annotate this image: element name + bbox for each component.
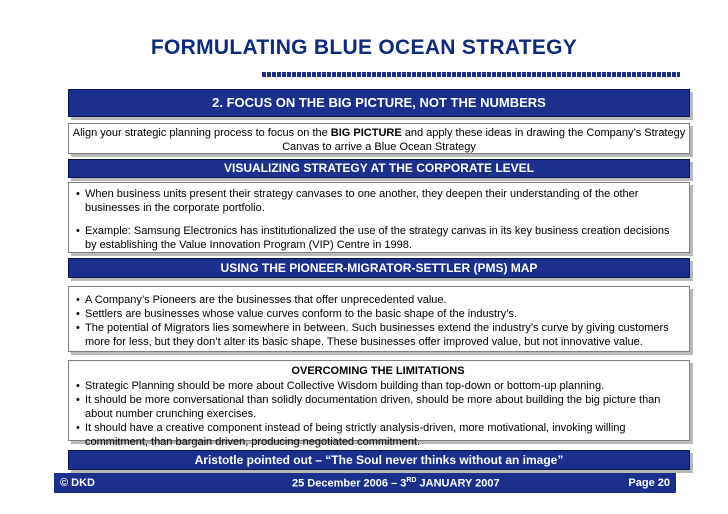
- list-item: • Strategic Planning should be more about Collective Wisdom building than top-down or bottom-up planning.: [73, 379, 683, 393]
- visualizing-box: [68, 182, 690, 253]
- pms-list: [73, 293, 683, 349]
- list-item: • It should have a creative component instead of being strictly analysis-driven, more motivational, invoking willing commitment, than bargain driven, producing negotiated commitment.: [73, 421, 683, 449]
- footer-date-suffix: JANUARY 2007: [416, 477, 500, 490]
- footer-copyright: © DKD: [60, 477, 95, 489]
- pms-heading-bar: [68, 258, 690, 278]
- limitations-heading: OVERCOMING THE LIMITATIONS: [291, 365, 465, 377]
- intro-bold: BIG PICTURE: [330, 127, 402, 139]
- list-item: • A Company’s Pioneers are the businesses that offer unprecedented value.: [73, 293, 683, 307]
- list-item: • It should be more conversational than solidly documentation driven, should be more about building the big picture than about number crunching exercises.: [73, 393, 683, 421]
- page-title: FORMULATING BLUE OCEAN STRATEGY: [150, 36, 578, 59]
- limitations-list: [73, 379, 683, 449]
- visualizing-heading-bar: [68, 159, 690, 178]
- footer-date-sup: RD: [406, 477, 417, 484]
- section-heading-bar: [68, 89, 690, 117]
- list-item: • The potential of Migrators lies somewhere in between. Such businesses extend the industry’s curve by giving customers more for less, but they don’t alter its basic shape. These businesses offer improved value, but not innovative value.: [73, 321, 683, 349]
- footer-date: [292, 477, 500, 490]
- pms-box: [68, 286, 690, 352]
- quote-text: Aristotle pointed out – “The Soul never thinks without an image”: [194, 453, 564, 467]
- title-underline: [262, 72, 680, 77]
- list-item: • Example: Samsung Electronics has institutionalized the use of the strategy canvas in its key business creation decisions by establishing the Value Innovation Program (VIP) Centre in 1998.: [73, 224, 683, 252]
- list-item: • Settlers are businesses whose value curves conform to the basic shape of the industry’s.: [73, 307, 683, 321]
- list-item: • When business units present their strategy canvases to one another, they deepen their understanding of the other businesses in the corporate portfolio.: [73, 187, 683, 215]
- footer-page-number: Page 20: [628, 477, 670, 489]
- section-heading: 2. FOCUS ON THE BIG PICTURE, NOT THE NUMBERS: [212, 95, 546, 110]
- intro-box: [68, 123, 690, 154]
- visualizing-list: [73, 187, 683, 252]
- limitations-box: [68, 360, 690, 448]
- intro-text-after: and apply these ideas in drawing the Company’s Strategy Canvas to arrive a Blue Ocean Strategy: [282, 127, 686, 153]
- visualizing-heading: VISUALIZING STRATEGY AT THE CORPORATE LEVEL: [223, 161, 534, 175]
- footer-bar: [54, 473, 676, 493]
- quote-bar: [68, 450, 690, 470]
- footer-date-prefix: 25 December 2006 – 3: [292, 477, 407, 490]
- intro-text-before: Align your strategic planning process to focus on the: [72, 127, 331, 139]
- pms-heading: USING THE PIONEER-MIGRATOR-SETTLER (PMS) MAP: [220, 261, 538, 275]
